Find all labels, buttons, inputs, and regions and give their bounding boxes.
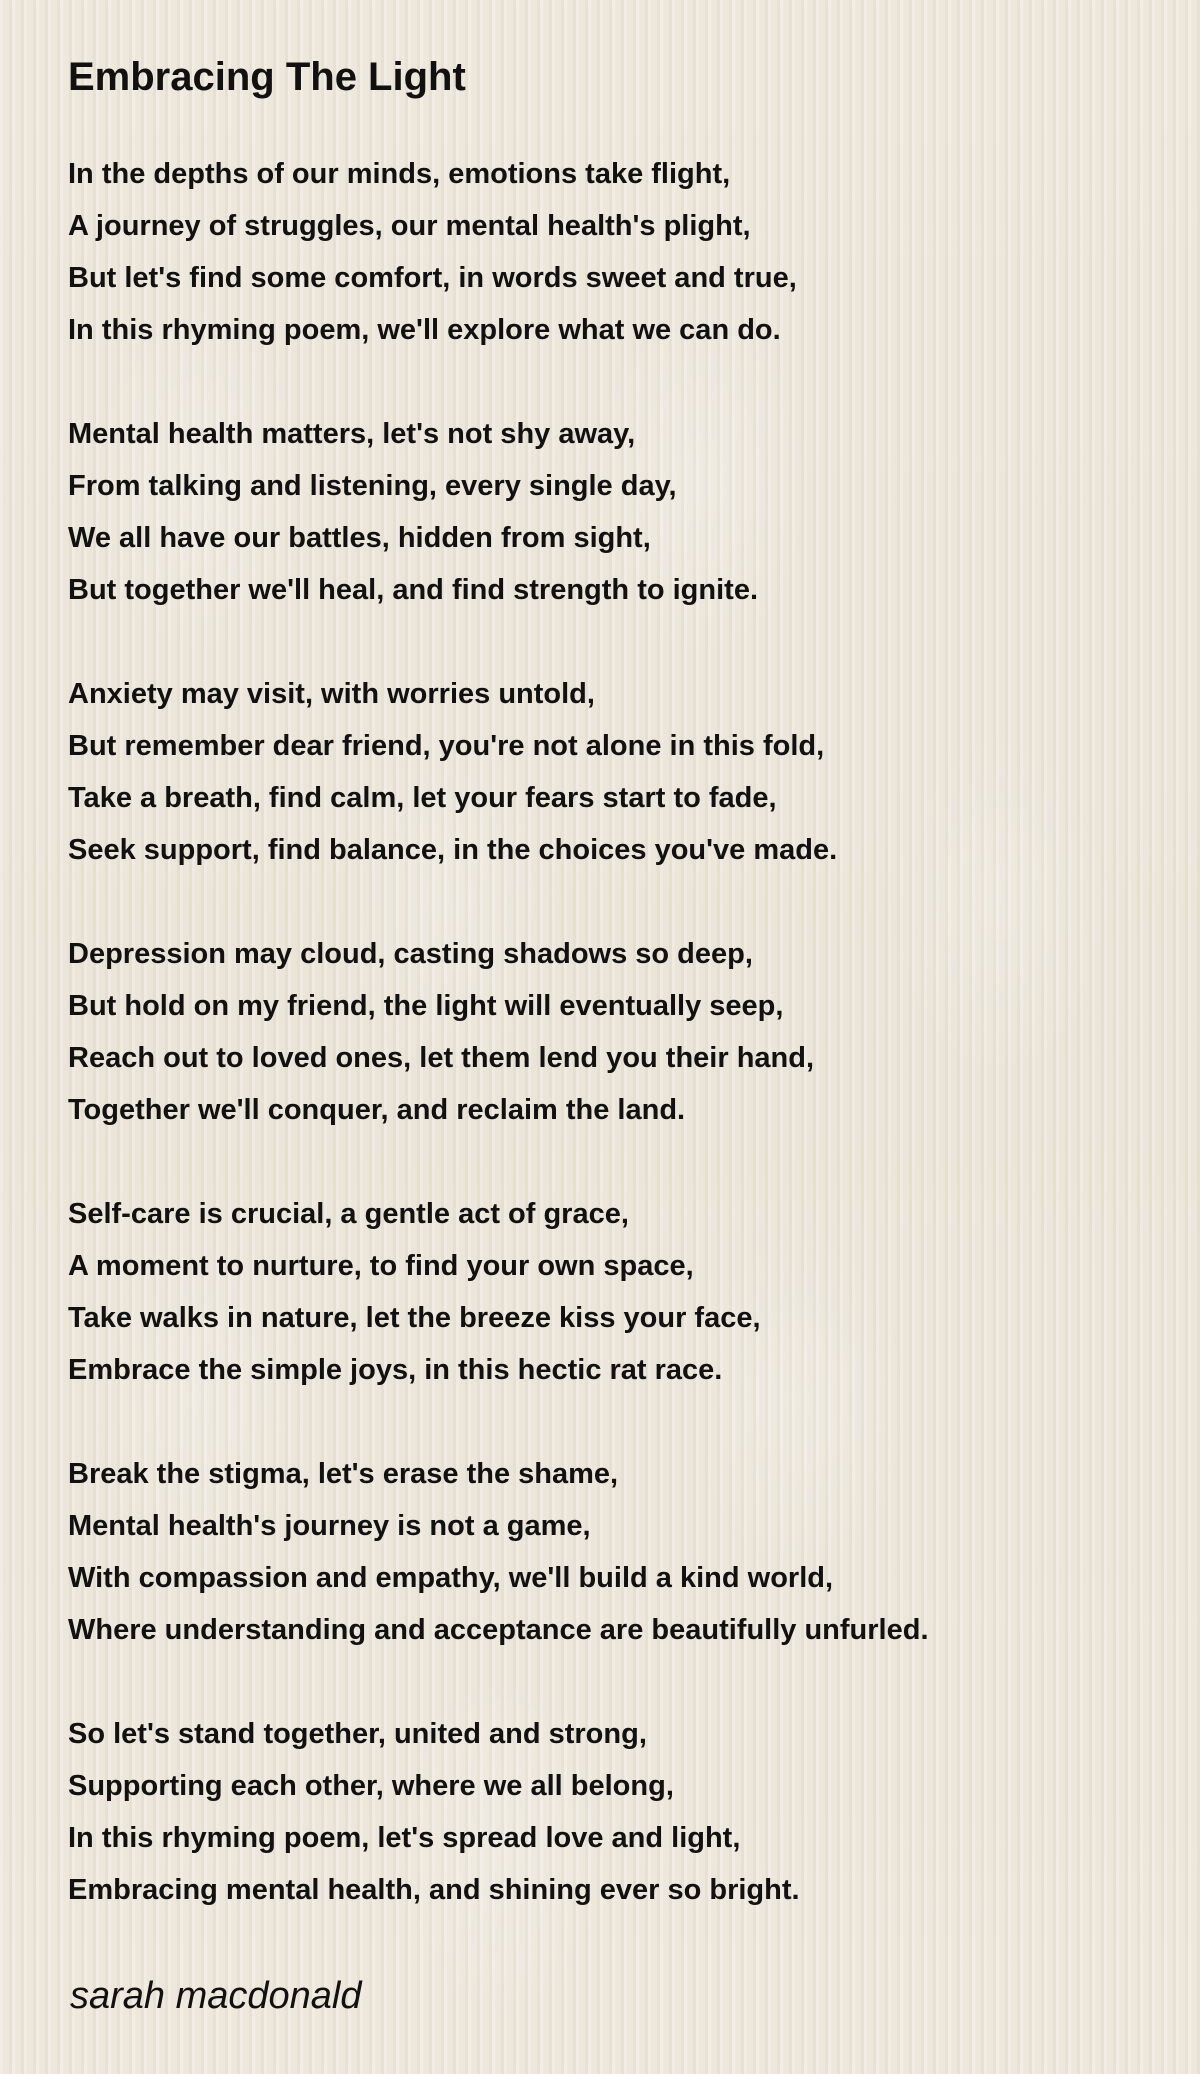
poem-line: A moment to nurture, to find your own space, <box>68 1250 694 1282</box>
poem-line: Together we'll conquer, and reclaim the land. <box>68 1094 686 1126</box>
poem-line: Mental health matters, let's not shy away, <box>68 418 636 450</box>
poem-line: In this rhyming poem, let's spread love and light, <box>68 1822 741 1854</box>
poem-line: Where understanding and acceptance are beautifully unfurled. <box>68 1614 929 1646</box>
stanza <box>68 668 1168 876</box>
poem-line: We all have our battles, hidden from sight, <box>68 522 651 554</box>
poem-line: Seek support, find balance, in the choices you've made. <box>68 834 838 866</box>
poem-line: Embracing mental health, and shining ever so bright. <box>68 1874 800 1906</box>
poem-line: From talking and listening, every single day, <box>68 470 677 502</box>
stanza <box>68 928 1168 1136</box>
poem-line: With compassion and empathy, we'll build a kind world, <box>68 1562 834 1594</box>
poem-line: But let's find some comfort, in words sweet and true, <box>68 262 797 294</box>
poem-title: Embracing The Light <box>68 55 466 99</box>
poem-body <box>68 148 1168 1968</box>
poem-line: But together we'll heal, and find strength to ignite. <box>68 574 759 606</box>
poem-line: Take walks in nature, let the breeze kiss your face, <box>68 1302 761 1334</box>
stanza <box>68 1448 1168 1656</box>
poem-line: Break the stigma, let's erase the shame, <box>68 1458 619 1490</box>
stanza <box>68 1188 1168 1396</box>
poem-line: In the depths of our minds, emotions take flight, <box>68 158 731 190</box>
poem-line: Anxiety may visit, with worries untold, <box>68 678 595 710</box>
poem-line: Embrace the simple joys, in this hectic rat race. <box>68 1354 723 1386</box>
stanza <box>68 148 1168 356</box>
poem-line: But hold on my friend, the light will eventually seep, <box>68 990 784 1022</box>
poem-line: So let's stand together, united and strong, <box>68 1718 647 1750</box>
author-name: sarah macdonald <box>70 1975 362 2017</box>
poem-line: Reach out to loved ones, let them lend you their hand, <box>68 1042 815 1074</box>
poem-line: Self-care is crucial, a gentle act of grace, <box>68 1198 629 1230</box>
poem-line: Mental health's journey is not a game, <box>68 1510 591 1542</box>
stanza <box>68 408 1168 616</box>
poem-line: Take a breath, find calm, let your fears start to fade, <box>68 782 777 814</box>
poem-line: In this rhyming poem, we'll explore what we can do. <box>68 314 781 346</box>
poem-line: Supporting each other, where we all belong, <box>68 1770 674 1802</box>
poem-line: But remember dear friend, you're not alone in this fold, <box>68 730 825 762</box>
poem-line: Depression may cloud, casting shadows so deep, <box>68 938 753 970</box>
stanza <box>68 1708 1168 1916</box>
poem-line: A journey of struggles, our mental health's plight, <box>68 210 751 242</box>
